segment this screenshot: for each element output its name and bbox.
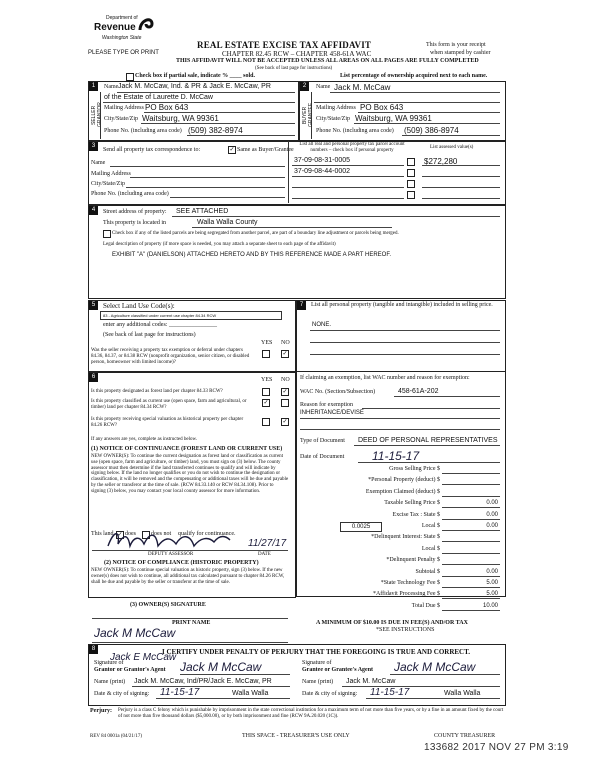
ownership-note: List percentage of ownership acquired next to each name. bbox=[340, 73, 488, 79]
assessed-header: List assessed value(s) bbox=[430, 145, 474, 150]
current-use-no-checkbox[interactable] bbox=[281, 399, 289, 407]
grantor-sig-label-b: Grantor or Grantor's Agent bbox=[94, 667, 166, 673]
seller-name-line2[interactable]: of the Estate of Laurette D. McCaw bbox=[104, 94, 213, 101]
located-in-label: This property is located in bbox=[103, 220, 166, 226]
seller-name-label: Name bbox=[104, 84, 119, 90]
form-revision: REV 84 0001a (04/21/17) bbox=[90, 734, 142, 739]
personal-property-value[interactable]: NONE. bbox=[312, 322, 332, 328]
exemption-reason-label: Reason for exemption bbox=[300, 402, 353, 408]
grantee-sig-label-c: Grantee or Grantee's Agent bbox=[302, 667, 374, 673]
tax-row-label: Taxable Selling Price $ bbox=[384, 500, 440, 506]
grantee-name-label: Name (print) bbox=[302, 679, 334, 685]
grantor-name-label: Name (print) bbox=[94, 679, 126, 685]
street-address[interactable]: SEE ATTACHED bbox=[176, 208, 229, 215]
local-rate-box[interactable]: 0.0025 bbox=[340, 522, 382, 532]
land-use-value: 83 - Agriculture classified under current use chapter 84.34 RCW bbox=[103, 313, 217, 318]
tax-row-label: *State Technology Fee $ bbox=[380, 580, 440, 586]
seller-address[interactable]: PO Box 643 bbox=[145, 103, 189, 112]
section-5-yes-header: YES bbox=[261, 340, 273, 346]
seller-side-label: SELLER GRANTOR bbox=[91, 102, 103, 128]
grantor-signing-city[interactable]: Walla Walla bbox=[232, 690, 269, 697]
section-6-no-header: NO bbox=[281, 377, 290, 383]
grantee-date-city-label: Date & city of signing: bbox=[302, 691, 358, 697]
please-type-or-print: PLEASE TYPE OR PRINT bbox=[88, 50, 159, 56]
parcel-1-personal-checkbox[interactable] bbox=[407, 158, 415, 166]
section-6-yes-header: YES bbox=[261, 377, 273, 383]
section-3-number: 3 bbox=[89, 142, 98, 151]
tax-row-underline bbox=[442, 473, 500, 474]
buyer-phone-label: Phone No. (including area code) bbox=[316, 128, 394, 134]
tax-row-underline bbox=[442, 564, 500, 565]
seller-name[interactable]: Jack M. McCaw, Ind. & PR & Jack E. McCaw, PR bbox=[118, 83, 271, 90]
grantee-signing-city[interactable]: Walla Walla bbox=[444, 690, 481, 697]
tax-row-label: *Delinquent Penalty $ bbox=[386, 557, 440, 563]
exemption-reason[interactable]: INHERITANCE/DEVISE bbox=[300, 410, 364, 416]
any-yes-instruction: If any answers are yes, complete as instructed below. bbox=[91, 437, 198, 442]
historic-no-checkbox[interactable] bbox=[281, 418, 289, 426]
grantor-signature-2[interactable]: Jack E McCaw bbox=[110, 652, 177, 663]
see-instructions-note: *SEE INSTRUCTIONS bbox=[376, 627, 435, 633]
form-title: REAL ESTATE EXCISE TAX AFFIDAVIT bbox=[197, 40, 372, 50]
tax-row-underline bbox=[442, 507, 500, 508]
forest-land-question: Is this property designated as forest land per chapter 84.33 RCW? bbox=[91, 389, 223, 394]
tax-row-underline bbox=[442, 484, 500, 485]
treasurer-use-only: THIS SPACE - TREASURER'S USE ONLY bbox=[242, 733, 350, 739]
current-use-question: Is this property classified as current use (open space, farm and agricultural, or timber) land per chapter 84.34 RCW? bbox=[91, 399, 247, 410]
tax-row-value[interactable]: 0.00 bbox=[486, 569, 498, 575]
exemption-no-check: ✓ bbox=[282, 351, 288, 357]
parcel-2-personal-checkbox[interactable] bbox=[407, 169, 415, 177]
tax-row-value[interactable]: 10.00 bbox=[482, 603, 498, 609]
wac-number[interactable]: 458-61A-202 bbox=[398, 388, 439, 395]
current-use-yes-checkbox[interactable] bbox=[262, 399, 270, 407]
tax-row-underline bbox=[442, 496, 500, 497]
buyer-city[interactable]: Waitsburg, WA 99361 bbox=[355, 114, 432, 123]
dor-logo-mark-icon bbox=[138, 14, 154, 32]
tax-row-label: *Delinquent Interest: State $ bbox=[371, 534, 440, 540]
tax-row-label: *Affidavit Processing Fee $ bbox=[372, 591, 440, 597]
segregated-label: Check box if any of the listed parcels are being segregated from another parcel, are part of a boundary line adjustment or parcels being merged. bbox=[112, 231, 399, 236]
tax-row-underline bbox=[442, 587, 500, 588]
buyer-side-label: BUYER GRANTEE bbox=[302, 102, 314, 128]
partial-sale-label: Check box if partial sale, indicate % ____ sold. bbox=[135, 73, 256, 79]
dept-line2: Revenue bbox=[94, 22, 136, 33]
notice-compliance-body: NEW OWNER(S): To continue special valuation as historic property, sign (3) below. If the new owner(s) does not wish to continue, all additional tax calculated pursuant to chapter 84.26 RCW, shall be due and payable by the seller or transferor at the time of sale. bbox=[91, 568, 285, 585]
corr-phone-label: Phone No. (including area code) bbox=[91, 191, 169, 197]
seller-phone-label: Phone No. (including area code) bbox=[104, 128, 182, 134]
corr-city-label: City/State/Zip bbox=[91, 181, 125, 187]
buyer-address-label: Mailing Address bbox=[316, 105, 356, 111]
tax-row-label: *Personal Property (deduct) $ bbox=[368, 477, 440, 483]
tax-row-underline bbox=[442, 519, 500, 520]
section-1-number: 1 bbox=[89, 82, 98, 91]
historic-question: Is this property receiving special valuation as historical property per chapter 84.26 RCW? bbox=[91, 417, 244, 428]
deputy-assessor-label: DEPUTY ASSESSOR bbox=[148, 552, 194, 557]
minimum-due-note: A MINIMUM OF $10.00 IS DUE IN FEE(S) AND/OR TAX bbox=[316, 620, 468, 626]
tax-row-label: Excise Tax : State $ bbox=[392, 512, 440, 518]
assessor-date[interactable]: 11/27/17 bbox=[248, 538, 287, 549]
land-does-check: ✓ bbox=[117, 532, 123, 538]
wac-label: WAC No. (Section/Subsection) bbox=[300, 389, 376, 395]
tax-row-underline bbox=[442, 576, 500, 577]
section-4-number: 4 bbox=[89, 206, 98, 215]
dor-logo bbox=[92, 14, 156, 48]
tax-row-value[interactable]: 0.00 bbox=[486, 500, 498, 506]
tax-row-label: Total Due $ bbox=[411, 603, 440, 609]
additional-codes-label: enter any additional codes: ________________ bbox=[103, 322, 217, 328]
exemption-question: Was the seller receiving a property tax exemption or deferral under chapters 84.36, 84.37, or 84.38 RCW (nonprofit organization, senior citizen, or disabled person, homeowner with limited income)? bbox=[91, 348, 250, 365]
section-5-number: 5 bbox=[89, 301, 98, 310]
section-7-personal-property bbox=[296, 300, 506, 372]
same-as-buyer-label: Same as Buyer/Grantee bbox=[237, 147, 294, 153]
personal-property-label: List all personal property (tangible and intangible) included in selling price. bbox=[311, 302, 493, 308]
buyer-name[interactable]: Jack M. McCaw bbox=[334, 83, 391, 92]
segregated-checkbox[interactable] bbox=[103, 230, 111, 238]
parcel-3-personal-checkbox[interactable] bbox=[407, 180, 415, 188]
print-name-value[interactable]: Jack M McCaw bbox=[94, 626, 176, 640]
land-does-not-label: does not bbox=[151, 531, 172, 537]
perjury-label: Perjury: bbox=[90, 708, 112, 714]
form-chapter: CHAPTER 82.45 RCW – CHAPTER 458-61A WAC bbox=[222, 50, 372, 58]
tax-row-label: Gross Selling Price $ bbox=[389, 466, 440, 472]
corr-name-label: Name bbox=[91, 160, 106, 166]
land-use-select[interactable] bbox=[100, 311, 282, 320]
buyer-address[interactable]: PO Box 643 bbox=[360, 103, 404, 112]
located-county[interactable]: Walla Walla County bbox=[197, 219, 258, 226]
tax-row-label: Local $ bbox=[421, 546, 440, 552]
tax-row-value[interactable]: 0.00 bbox=[486, 512, 498, 518]
section-5-no-header: NO bbox=[281, 340, 290, 346]
document-date[interactable]: 11-15-17 bbox=[372, 449, 420, 463]
grantor-signing-date[interactable]: 11-15-17 bbox=[160, 687, 200, 698]
grantor-signature[interactable]: Jack M McCaw bbox=[180, 660, 262, 674]
buyer-name-label: Name bbox=[316, 84, 331, 90]
receipt-note-2: when stamped by cashier bbox=[430, 50, 491, 56]
seller-city-label: City/State/Zip bbox=[104, 116, 138, 122]
same-as-buyer-checkbox[interactable] bbox=[228, 146, 236, 154]
grantee-signature[interactable]: Jack M McCaw bbox=[394, 660, 476, 674]
parcel-number-1[interactable]: 37-09-08-31-0005 bbox=[294, 157, 351, 164]
land-does-label: does bbox=[125, 531, 136, 537]
tax-row-underline bbox=[442, 610, 500, 611]
exemption-claim-label: If claiming an exemption, list WAC number and reason for exemption: bbox=[300, 375, 470, 381]
parcel-number-2[interactable]: 37-09-08-44-0002 bbox=[294, 168, 351, 175]
send-correspondence-label: Send all property tax correspondence to: bbox=[103, 147, 201, 153]
qualify-label: qualify for continuance. bbox=[178, 531, 236, 537]
street-address-label: Street address of property: bbox=[103, 209, 167, 215]
document-type[interactable]: DEED OF PERSONAL REPRESENTATIVES bbox=[358, 437, 498, 444]
section-6-number: 6 bbox=[89, 373, 98, 382]
document-type-label: Type of Document bbox=[300, 438, 345, 444]
tax-row-label: Subtotal $ bbox=[415, 569, 440, 575]
parcel-4-personal-checkbox[interactable] bbox=[407, 191, 415, 199]
certify-statement: I CERTIFY UNDER PENALTY OF PERJURY THAT THE FOREGOING IS TRUE AND CORRECT. bbox=[162, 648, 471, 656]
legal-description-label: Legal description of property (if more space is needed, you may attach a separate sheet to each page of the affidavit) bbox=[103, 242, 336, 247]
document-date-label: Date of Document bbox=[300, 454, 345, 460]
seller-city[interactable]: Waitsburg, WA 99361 bbox=[142, 114, 219, 123]
grantor-date-city-label: Date & city of signing: bbox=[94, 691, 150, 697]
tax-row-label: Exemption Claimed (deduct) $ bbox=[365, 489, 440, 495]
perjury-text: Perjury is a class C felony which is punishable by imprisonment in the state correctional institution for a maximum term of not more than five years, or by a fine in an amount fixed by the court of not more than five thousand dollars ($5,000.00), or by both imprisonment and fine (RCW 9A.20.020 (1C)). bbox=[118, 708, 504, 719]
exemption-no-checkbox[interactable] bbox=[281, 350, 289, 358]
current-use-yes-check: ✓ bbox=[263, 400, 269, 406]
buyer-city-label: City/State/Zip bbox=[316, 116, 350, 122]
section-7-number: 7 bbox=[297, 301, 306, 310]
same-as-buyer-check: ✓ bbox=[229, 147, 235, 153]
grantee-signing-date[interactable]: 11-15-17 bbox=[370, 687, 410, 698]
buyer-phone[interactable]: (509) 386-8974 bbox=[404, 126, 459, 135]
grantor-printed-name[interactable]: Jack M. McCaw, Ind/PR/Jack E. McCaw, PR bbox=[134, 678, 272, 685]
seller-phone[interactable]: (509) 382-8974 bbox=[188, 126, 243, 135]
dept-line3: Washington State bbox=[102, 35, 142, 41]
tax-row-underline bbox=[442, 530, 500, 531]
assessed-value-1[interactable]: $272,280 bbox=[424, 157, 458, 166]
tax-row-underline bbox=[442, 553, 500, 554]
parcel-header: List all real and personal property tax parcel account numbers – check box if personal property bbox=[299, 142, 405, 153]
forest-no-check: ✓ bbox=[282, 389, 288, 395]
corr-address-label: Mailing Address bbox=[91, 171, 131, 177]
tax-row-underline bbox=[442, 541, 500, 542]
print-name-label: PRINT NAME bbox=[172, 620, 211, 626]
notice-continuance-body: NEW OWNER(S): To continue the current designation as forest land or classification as current use (open space, farm and agriculture, or timber) land, you must sign on (3) below. The county assessor must then determine if the land transferred continues to qualify and will indicate by signing below. If the land no longer qualifies or you do not wish to continue the designation or classification, it will be removed and the compensating or additional taxes will be due and payable by the seller or transferor at the time of sale. (RCW 84.33.140 or RCW 84.34.108). Prior to signing (3) below, you may contact your local county assessor for more information. bbox=[91, 454, 289, 494]
partial-sale-checkbox[interactable] bbox=[126, 73, 134, 81]
dept-line1: Department of bbox=[106, 15, 138, 21]
tax-row-label: Local $ bbox=[421, 523, 440, 529]
notice-compliance-title: (2) NOTICE OF COMPLIANCE (HISTORIC PROPERTY) bbox=[104, 560, 259, 566]
forest-yes-checkbox[interactable] bbox=[262, 388, 270, 396]
land-use-label: Select Land Use Code(s): bbox=[103, 302, 175, 310]
treasurer-stamp: 133682 2017 NOV 27 PM 3:19 bbox=[424, 742, 569, 753]
tax-row-value[interactable]: 5.00 bbox=[486, 580, 498, 586]
form-warning: THIS AFFIDAVIT WILL NOT BE ACCEPTED UNLESS ALL AREAS ON ALL PAGES ARE FULLY COMPLETED bbox=[176, 58, 479, 64]
historic-yes-checkbox[interactable] bbox=[262, 418, 270, 426]
legal-description[interactable]: EXHIBIT "A" (DANIELSON) ATTACHED HERETO AND BY THIS REFERENCE MADE A PART HEREOF. bbox=[112, 252, 391, 258]
grantor-sig-label-a: Signature of bbox=[94, 660, 124, 666]
tax-row-value[interactable]: 5.00 bbox=[486, 591, 498, 597]
grantee-sig-label-a: Signature of bbox=[302, 660, 332, 666]
section-8-number: 8 bbox=[89, 645, 98, 654]
seller-address-label: Mailing Address bbox=[104, 105, 144, 111]
assessor-date-label: DATE bbox=[258, 552, 271, 557]
receipt-note-1: This form is your receipt bbox=[426, 42, 486, 48]
section-2-number: 2 bbox=[300, 82, 309, 91]
section-5-see-back: (See back of last page for instructions) bbox=[103, 332, 196, 338]
historic-no-check: ✓ bbox=[282, 419, 288, 425]
this-land-label: This land bbox=[91, 531, 114, 537]
county-treasurer-label: COUNTY TREASURER bbox=[434, 733, 496, 739]
grantee-printed-name[interactable]: Jack M. McCaw bbox=[346, 678, 396, 685]
tax-row-underline bbox=[442, 598, 500, 599]
forest-no-checkbox[interactable] bbox=[281, 388, 289, 396]
tax-row-value[interactable]: 0.00 bbox=[486, 523, 498, 529]
exemption-yes-checkbox[interactable] bbox=[262, 350, 270, 358]
notice-continuance-title: (1) NOTICE OF CONTINUANCE (FOREST LAND OR CURRENT USE) bbox=[91, 446, 283, 452]
owner-signature-label: (3) OWNER(S) SIGNATURE bbox=[130, 602, 206, 608]
assessor-signature-icon bbox=[104, 528, 234, 552]
see-back-header: (See back of last page for instructions) bbox=[255, 66, 333, 71]
